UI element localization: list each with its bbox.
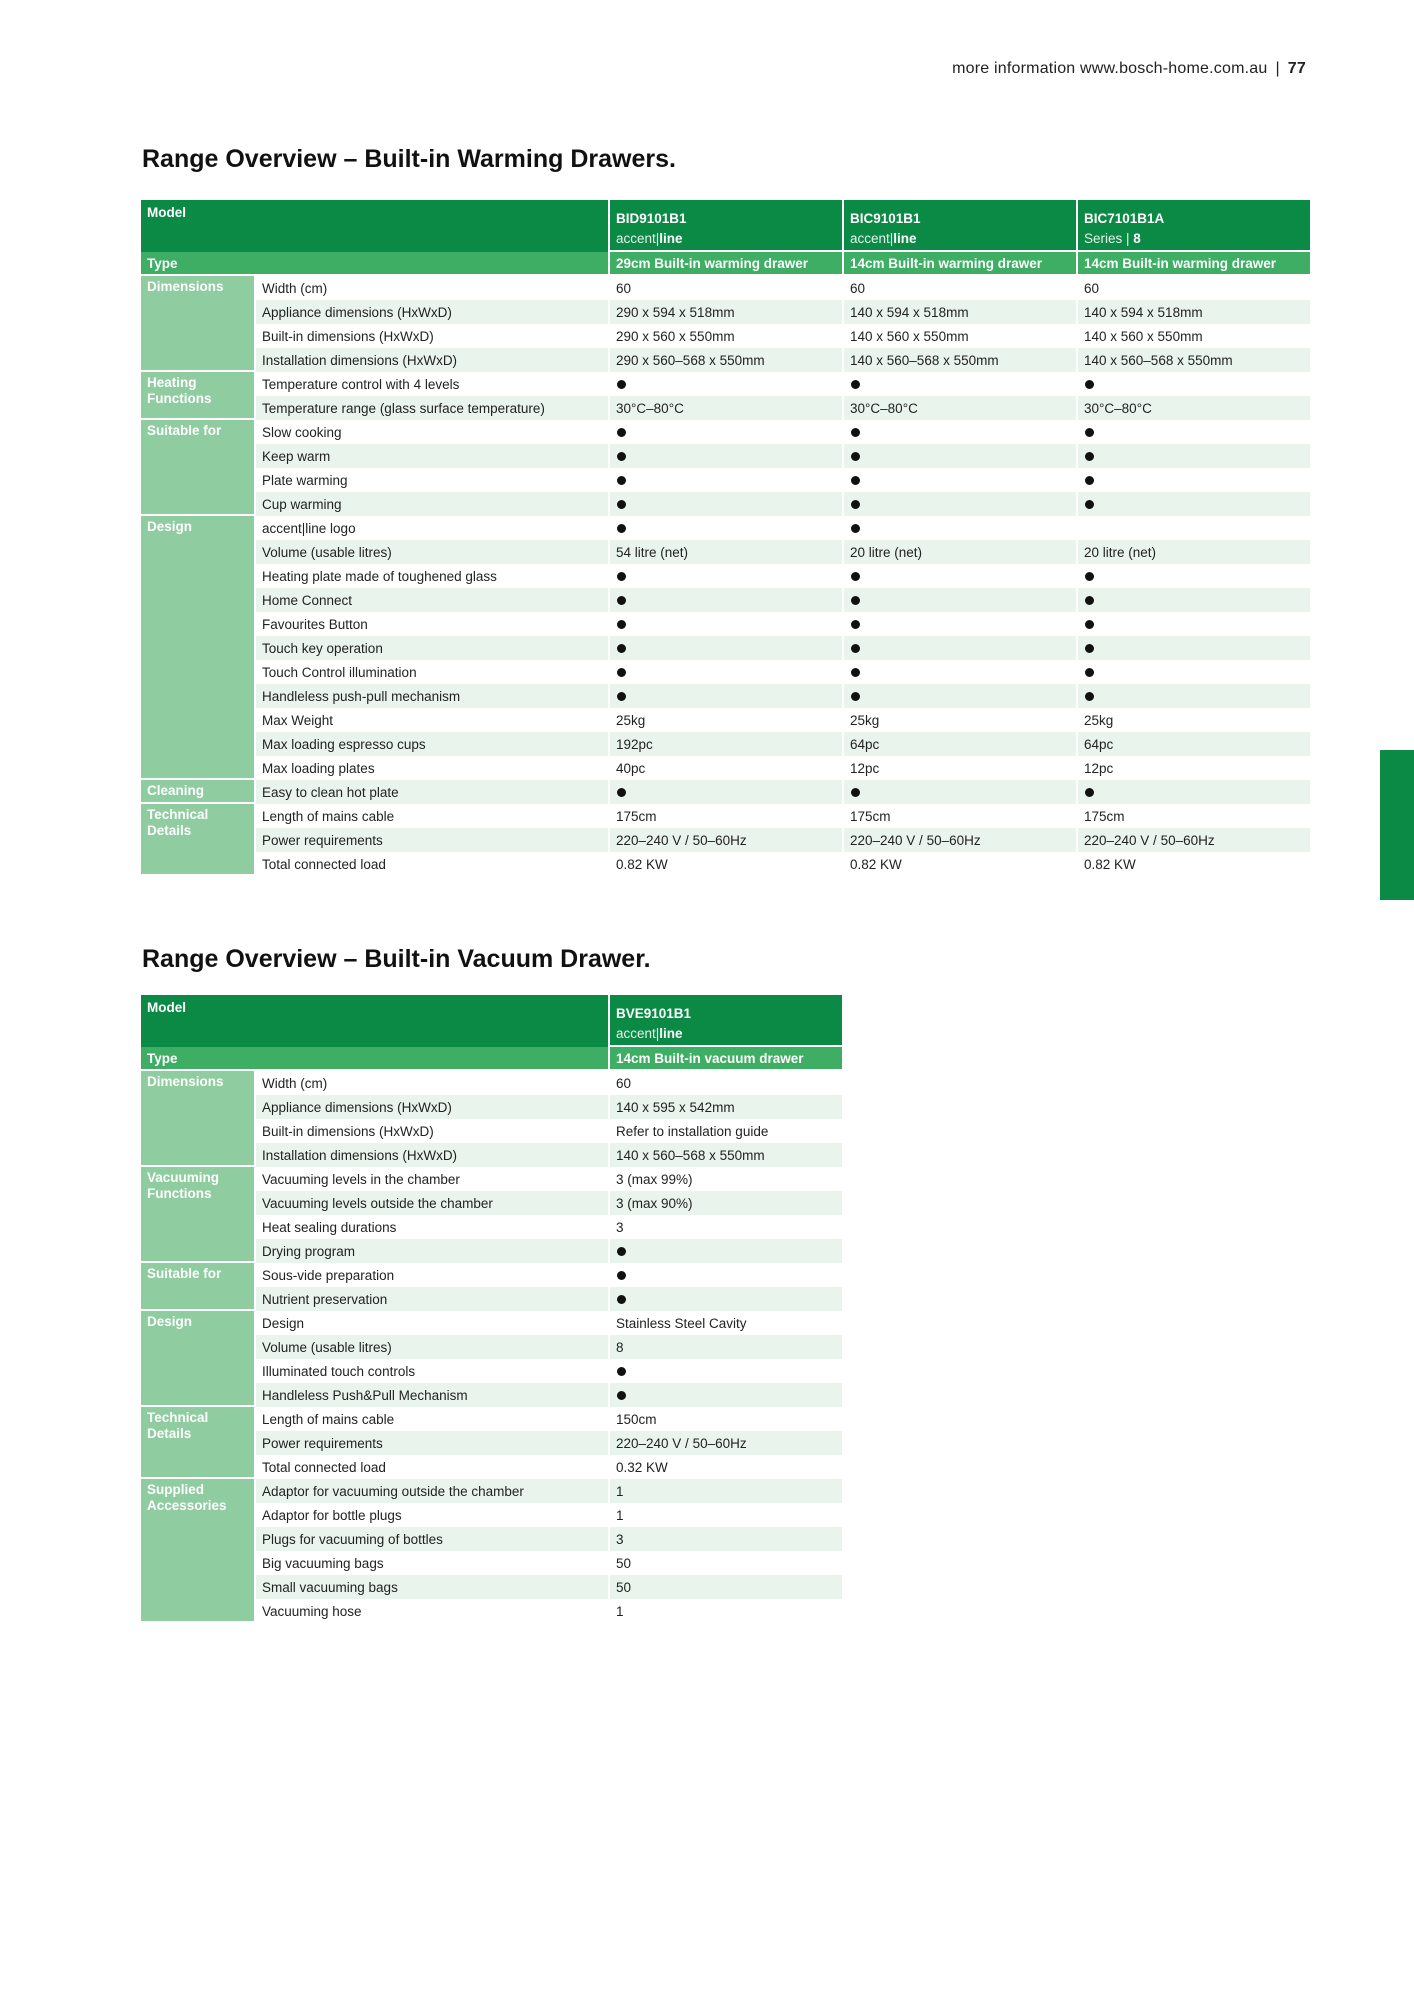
model-type: 14cm Built-in warming drawer <box>844 252 1078 276</box>
spec-value <box>610 1287 844 1311</box>
spec-value <box>610 1239 844 1263</box>
feature-name: Installation dimensions (HxWxD) <box>256 348 610 372</box>
spec-value <box>610 1263 844 1287</box>
spec-row <box>141 420 1312 444</box>
category-label: Technical Details <box>141 804 256 876</box>
feature-included-dot <box>617 1295 626 1304</box>
category-label: Design <box>141 1311 256 1407</box>
spec-value: 140 x 594 x 518mm <box>844 300 1078 324</box>
spec-row <box>141 1263 844 1287</box>
model-name: BIC9101B1 <box>844 200 1078 226</box>
spec-value <box>610 444 844 468</box>
model-series <box>1078 226 1312 252</box>
spec-value: 220–240 V / 50–60Hz <box>844 828 1078 852</box>
spec-value: 140 x 560 x 550mm <box>1078 324 1312 348</box>
feature-name: Home Connect <box>256 588 610 612</box>
spec-value <box>1078 612 1312 636</box>
feature-included-dot <box>851 692 860 701</box>
spec-value: 175cm <box>1078 804 1312 828</box>
spec-value: 290 x 560 x 550mm <box>610 324 844 348</box>
spec-value: 20 litre (net) <box>1078 540 1312 564</box>
feature-included-dot <box>617 380 626 389</box>
spec-value: 40pc <box>610 756 844 780</box>
feature-included-dot <box>851 572 860 581</box>
spec-value <box>610 1359 844 1383</box>
spec-value <box>1078 420 1312 444</box>
feature-included-dot <box>1085 572 1094 581</box>
model-name: BVE9101B1 <box>610 995 844 1021</box>
spec-value <box>1078 636 1312 660</box>
feature-name: Built-in dimensions (HxWxD) <box>256 324 610 348</box>
spec-value <box>1078 468 1312 492</box>
spec-value: 25kg <box>844 708 1078 732</box>
feature-included-dot <box>1085 380 1094 389</box>
spec-value <box>610 588 844 612</box>
series-suffix: line <box>659 1025 683 1041</box>
spec-value: 192pc <box>610 732 844 756</box>
category-label: Design <box>141 516 256 780</box>
feature-included-dot <box>617 1247 626 1256</box>
spec-value: 60 <box>844 276 1078 300</box>
feature-included-dot <box>617 692 626 701</box>
feature-included-dot <box>851 380 860 389</box>
category-label: Vacuuming Functions <box>141 1167 256 1263</box>
chapter-tab <box>1380 750 1414 900</box>
spec-value <box>844 780 1078 804</box>
category-label: Dimensions <box>141 1071 256 1167</box>
spec-row <box>141 444 1312 468</box>
spec-row <box>141 636 1312 660</box>
spec-value: 25kg <box>1078 708 1312 732</box>
spec-value <box>844 588 1078 612</box>
feature-name: Vacuuming levels in the chamber <box>256 1167 610 1191</box>
feature-included-dot <box>1085 428 1094 437</box>
model-name: BIC7101B1A <box>1078 200 1312 226</box>
spec-value: 30°C–80°C <box>844 396 1078 420</box>
feature-name: Volume (usable litres) <box>256 1335 610 1359</box>
spec-row <box>141 1407 844 1431</box>
spec-value <box>1078 780 1312 804</box>
spec-value: 220–240 V / 50–60Hz <box>610 828 844 852</box>
spec-value: 60 <box>1078 276 1312 300</box>
spec-value <box>1078 492 1312 516</box>
spec-row <box>141 348 1312 372</box>
feature-name: Keep warm <box>256 444 610 468</box>
spec-value: 25kg <box>610 708 844 732</box>
feature-name: Power requirements <box>256 828 610 852</box>
feature-name: Volume (usable litres) <box>256 540 610 564</box>
feature-name: Temperature range (glass surface temperature) <box>256 396 610 420</box>
feature-included-dot <box>851 620 860 629</box>
series-prefix: accent| <box>616 230 660 246</box>
series-prefix: accent| <box>616 1025 660 1041</box>
spec-value: 290 x 594 x 518mm <box>610 300 844 324</box>
spec-value <box>610 660 844 684</box>
feature-name: Handleless Push&Pull Mechanism <box>256 1383 610 1407</box>
spec-row <box>141 372 1312 396</box>
feature-name: Easy to clean hot plate <box>256 780 610 804</box>
spec-value: 3 (max 99%) <box>610 1167 844 1191</box>
spec-value <box>844 492 1078 516</box>
spec-value: 175cm <box>610 804 844 828</box>
spec-value <box>1078 660 1312 684</box>
category-label: Technical Details <box>141 1407 256 1479</box>
spec-value: 0.32 KW <box>610 1455 844 1479</box>
feature-included-dot <box>617 524 626 533</box>
category-label: Dimensions <box>141 276 256 372</box>
series-suffix: line <box>659 230 683 246</box>
spec-value <box>844 564 1078 588</box>
feature-included-dot <box>851 596 860 605</box>
vacuum-drawer-table <box>141 995 844 1623</box>
spec-value <box>844 612 1078 636</box>
vacuum-section-title: Range Overview – Built-in Vacuum Drawer. <box>142 945 651 973</box>
spec-value <box>844 372 1078 396</box>
spec-value <box>610 636 844 660</box>
spec-value <box>610 684 844 708</box>
feature-included-dot <box>617 1367 626 1376</box>
spec-value: Refer to installation guide <box>610 1119 844 1143</box>
model-series <box>844 226 1078 252</box>
spec-value <box>1078 444 1312 468</box>
feature-name: Plugs for vacuuming of bottles <box>256 1527 610 1551</box>
feature-included-dot <box>617 620 626 629</box>
spec-value <box>844 516 1078 540</box>
feature-name: Favourites Button <box>256 612 610 636</box>
model-name: BID9101B1 <box>610 200 844 226</box>
feature-name: Appliance dimensions (HxWxD) <box>256 1095 610 1119</box>
feature-included-dot <box>851 428 860 437</box>
feature-name: Vacuuming hose <box>256 1599 610 1623</box>
spec-value <box>610 492 844 516</box>
spec-value: 150cm <box>610 1407 844 1431</box>
spec-row <box>141 1167 844 1191</box>
feature-name: Heat sealing durations <box>256 1215 610 1239</box>
feature-name: Length of mains cable <box>256 804 610 828</box>
page-header <box>952 60 1306 78</box>
type-label: Type <box>141 252 610 276</box>
model-series <box>610 226 844 252</box>
spec-value: 3 <box>610 1215 844 1239</box>
category-label: Cleaning <box>141 780 256 804</box>
feature-name: Handleless push-pull mechanism <box>256 684 610 708</box>
spec-row <box>141 804 1312 828</box>
feature-included-dot <box>851 788 860 797</box>
spec-row <box>141 1311 844 1335</box>
model-series <box>610 1021 844 1047</box>
feature-name: Drying program <box>256 1239 610 1263</box>
spec-value: 0.82 KW <box>610 852 844 876</box>
spec-row <box>141 588 1312 612</box>
feature-name: Max loading plates <box>256 756 610 780</box>
spec-value <box>610 372 844 396</box>
spec-value: 12pc <box>844 756 1078 780</box>
spec-value: 0.82 KW <box>844 852 1078 876</box>
spec-row <box>141 756 1312 780</box>
spec-value <box>844 660 1078 684</box>
feature-name: Design <box>256 1311 610 1335</box>
feature-name: Built-in dimensions (HxWxD) <box>256 1119 610 1143</box>
spec-value: 12pc <box>1078 756 1312 780</box>
feature-included-dot <box>617 1391 626 1400</box>
spec-row <box>141 540 1312 564</box>
spec-row <box>141 852 1312 876</box>
spec-row <box>141 828 1312 852</box>
spec-value: 140 x 595 x 542mm <box>610 1095 844 1119</box>
feature-name: Heating plate made of toughened glass <box>256 564 610 588</box>
spec-value <box>844 420 1078 444</box>
spec-row <box>141 732 1312 756</box>
feature-name: Length of mains cable <box>256 1407 610 1431</box>
series-suffix: line <box>893 230 917 246</box>
feature-name: Adaptor for bottle plugs <box>256 1503 610 1527</box>
spec-value <box>1078 588 1312 612</box>
category-label: Supplied Accessories <box>141 1479 256 1623</box>
feature-name: Touch key operation <box>256 636 610 660</box>
spec-row <box>141 324 1312 348</box>
feature-included-dot <box>617 1271 626 1280</box>
feature-included-dot <box>851 500 860 509</box>
spec-value: 1 <box>610 1503 844 1527</box>
spec-value: 30°C–80°C <box>1078 396 1312 420</box>
spec-value: 50 <box>610 1575 844 1599</box>
feature-name: Width (cm) <box>256 276 610 300</box>
spec-value: 60 <box>610 276 844 300</box>
feature-name: Sous-vide preparation <box>256 1263 610 1287</box>
feature-name: Max Weight <box>256 708 610 732</box>
spec-value <box>844 468 1078 492</box>
feature-included-dot <box>851 668 860 677</box>
spec-row <box>141 660 1312 684</box>
feature-name: Nutrient preservation <box>256 1287 610 1311</box>
spec-value: 3 (max 90%) <box>610 1191 844 1215</box>
feature-included-dot <box>617 476 626 485</box>
spec-value: 3 <box>610 1527 844 1551</box>
type-label: Type <box>141 1047 610 1071</box>
model-header-row <box>141 200 1312 226</box>
series-suffix: 8 <box>1133 230 1141 246</box>
spec-value: 64pc <box>1078 732 1312 756</box>
feature-name: Illuminated touch controls <box>256 1359 610 1383</box>
series-prefix: Series | <box>1084 230 1134 246</box>
feature-name: Total connected load <box>256 852 610 876</box>
spec-value <box>610 516 844 540</box>
feature-name: Power requirements <box>256 1431 610 1455</box>
spec-value <box>844 636 1078 660</box>
spec-row <box>141 492 1312 516</box>
spec-row <box>141 396 1312 420</box>
spec-value: 140 x 560–568 x 550mm <box>1078 348 1312 372</box>
feature-name: Slow cooking <box>256 420 610 444</box>
model-type: 14cm Built-in vacuum drawer <box>610 1047 844 1071</box>
feature-included-dot <box>617 572 626 581</box>
feature-name: Max loading espresso cups <box>256 732 610 756</box>
spec-row <box>141 516 1312 540</box>
page-number: 77 <box>1287 60 1306 77</box>
spec-value <box>610 1383 844 1407</box>
category-label: Suitable for <box>141 420 256 516</box>
feature-included-dot <box>617 596 626 605</box>
feature-included-dot <box>1085 452 1094 461</box>
feature-name: Adaptor for vacuuming outside the chamber <box>256 1479 610 1503</box>
feature-included-dot <box>1085 596 1094 605</box>
spec-row <box>141 468 1312 492</box>
model-label: Model <box>141 995 610 1047</box>
feature-name: Touch Control illumination <box>256 660 610 684</box>
spec-row <box>141 612 1312 636</box>
spec-row <box>141 684 1312 708</box>
spec-value <box>610 780 844 804</box>
feature-name: Cup warming <box>256 492 610 516</box>
feature-included-dot <box>617 788 626 797</box>
spec-value: 140 x 594 x 518mm <box>1078 300 1312 324</box>
spec-value <box>1078 684 1312 708</box>
spec-value: 1 <box>610 1479 844 1503</box>
model-label: Model <box>141 200 610 252</box>
feature-name: Temperature control with 4 levels <box>256 372 610 396</box>
feature-included-dot <box>851 524 860 533</box>
feature-name: Width (cm) <box>256 1071 610 1095</box>
spec-value: 20 litre (net) <box>844 540 1078 564</box>
spec-value: 8 <box>610 1335 844 1359</box>
spec-value: 54 litre (net) <box>610 540 844 564</box>
feature-included-dot <box>1085 788 1094 797</box>
spec-value <box>610 420 844 444</box>
feature-included-dot <box>851 476 860 485</box>
feature-included-dot <box>617 500 626 509</box>
spec-value: 175cm <box>844 804 1078 828</box>
spec-row <box>141 708 1312 732</box>
spec-value: 0.82 KW <box>1078 852 1312 876</box>
spec-value <box>1078 564 1312 588</box>
header-separator: | <box>1275 60 1280 77</box>
feature-name: Plate warming <box>256 468 610 492</box>
feature-included-dot <box>1085 644 1094 653</box>
feature-name: Big vacuuming bags <box>256 1551 610 1575</box>
spec-value <box>844 684 1078 708</box>
spec-value <box>1078 372 1312 396</box>
model-header-row <box>141 995 844 1021</box>
feature-included-dot <box>1085 620 1094 629</box>
feature-included-dot <box>851 644 860 653</box>
spec-value <box>610 612 844 636</box>
spec-value: 220–240 V / 50–60Hz <box>610 1431 844 1455</box>
feature-name: Appliance dimensions (HxWxD) <box>256 300 610 324</box>
spec-value: 290 x 560–568 x 550mm <box>610 348 844 372</box>
spec-value: 30°C–80°C <box>610 396 844 420</box>
feature-name: Vacuuming levels outside the chamber <box>256 1191 610 1215</box>
warming-drawers-table <box>141 200 1312 876</box>
feature-included-dot <box>851 452 860 461</box>
spec-value: 220–240 V / 50–60Hz <box>1078 828 1312 852</box>
spec-value: Stainless Steel Cavity <box>610 1311 844 1335</box>
spec-value <box>610 468 844 492</box>
spec-value: 140 x 560 x 550mm <box>844 324 1078 348</box>
model-type: 14cm Built-in warming drawer <box>1078 252 1312 276</box>
feature-included-dot <box>617 452 626 461</box>
type-row <box>141 252 1312 276</box>
feature-name: Installation dimensions (HxWxD) <box>256 1143 610 1167</box>
spec-value: 64pc <box>844 732 1078 756</box>
spec-value: 50 <box>610 1551 844 1575</box>
warming-section-title: Range Overview – Built-in Warming Drawers. <box>142 145 676 173</box>
spec-row <box>141 276 1312 300</box>
feature-included-dot <box>1085 692 1094 701</box>
spec-row <box>141 300 1312 324</box>
feature-included-dot <box>617 668 626 677</box>
model-type: 29cm Built-in warming drawer <box>610 252 844 276</box>
feature-included-dot <box>617 644 626 653</box>
spec-row <box>141 1071 844 1095</box>
feature-included-dot <box>617 428 626 437</box>
spec-value <box>1078 516 1312 540</box>
spec-row <box>141 564 1312 588</box>
spec-value: 140 x 560–568 x 550mm <box>610 1143 844 1167</box>
spec-row <box>141 1479 844 1503</box>
spec-row <box>141 780 1312 804</box>
feature-included-dot <box>1085 668 1094 677</box>
spec-value <box>610 564 844 588</box>
spec-value: 60 <box>610 1071 844 1095</box>
website-info: more information www.bosch-home.com.au <box>952 60 1268 77</box>
spec-value: 1 <box>610 1599 844 1623</box>
feature-name: Total connected load <box>256 1455 610 1479</box>
spec-value: 140 x 560–568 x 550mm <box>844 348 1078 372</box>
feature-name: Small vacuuming bags <box>256 1575 610 1599</box>
series-prefix: accent| <box>850 230 894 246</box>
feature-included-dot <box>1085 500 1094 509</box>
spec-value <box>844 444 1078 468</box>
category-label: Suitable for <box>141 1263 256 1311</box>
feature-included-dot <box>1085 476 1094 485</box>
feature-name: accent|line logo <box>256 516 610 540</box>
category-label: Heating Functions <box>141 372 256 420</box>
type-row <box>141 1047 844 1071</box>
